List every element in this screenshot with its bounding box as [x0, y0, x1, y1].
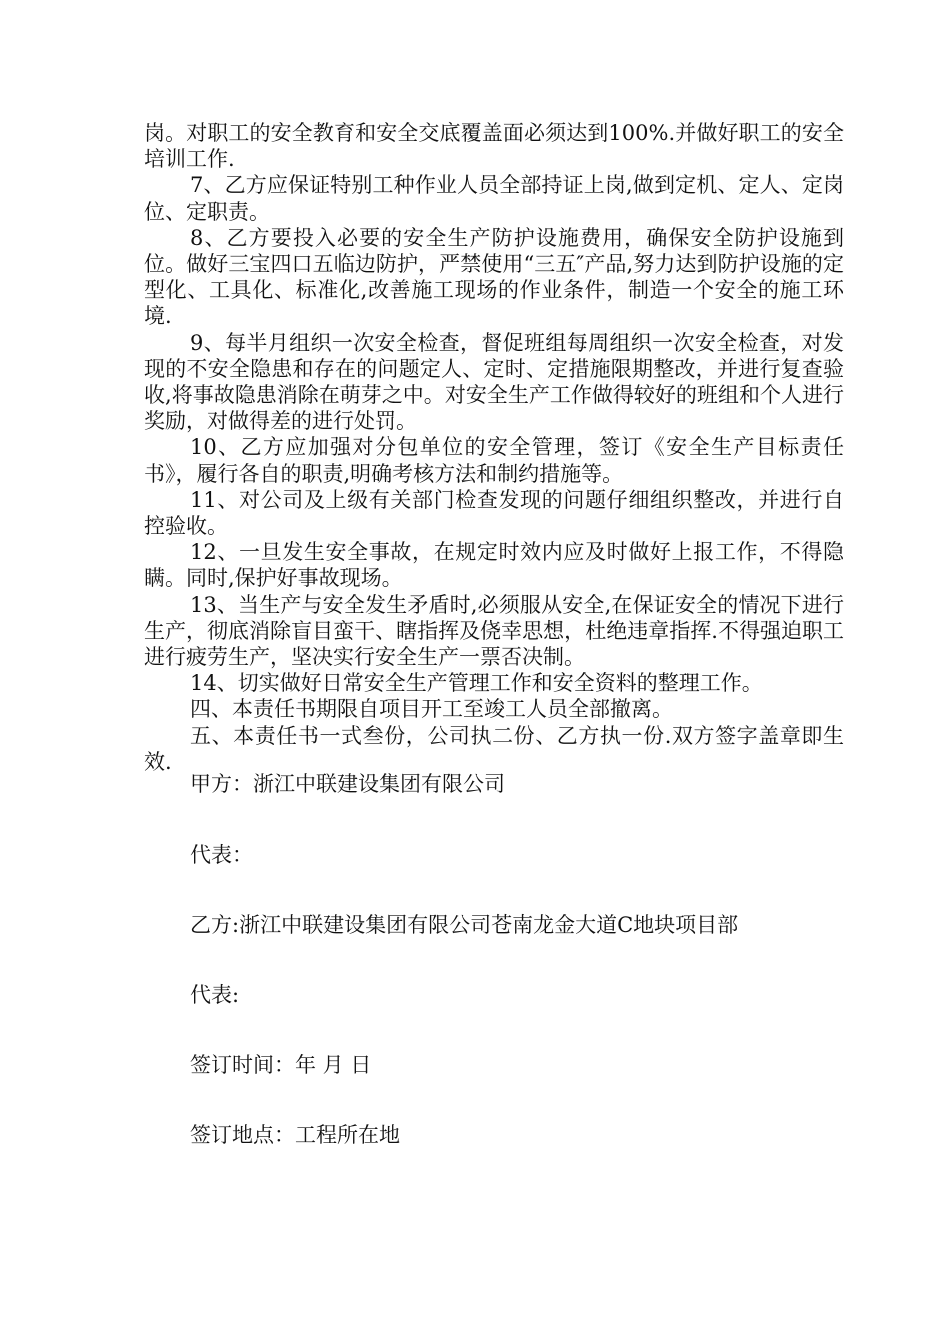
- party-a-representative: 代表：: [190, 843, 253, 867]
- paragraph-continuation: 岗。对职工的安全教育和安全交底覆盖面必须达到100%.并做好职工的安全培训工作.: [144, 121, 844, 172]
- clause-12: 12、一旦发生安全事故，在规定时效内应及时做好上报工作，不得隐瞒。同时,保护好事故现场。: [144, 540, 844, 591]
- clause-11: 11、对公司及上级有关部门检查发现的问题仔细组织整改，并进行自控验收。: [144, 487, 844, 539]
- section-5: 五、本责任书一式叁份，公司执二份、乙方执一份.双方签字盖章即生效.: [144, 723, 844, 774]
- signing-date: 签订时间：年 月 日: [190, 1053, 372, 1077]
- clause-10: 10、乙方应加强对分包单位的安全管理，签订《安全生产目标责任书》，履行各自的职责,明确考核方法和制约措施等。: [144, 435, 844, 486]
- signing-place: 签订地点：工程所在地: [190, 1123, 400, 1147]
- party-b-representative: 代表:: [190, 983, 240, 1007]
- clause-7: 7、乙方应保证特别工种作业人员全部持证上岗,做到定机、定人、定岗位、定职责。: [144, 173, 844, 224]
- document-body: [144, 120, 844, 775]
- party-a-line: 甲方：浙江中联建设集团有限公司: [190, 772, 505, 796]
- clause-9: 9、每半月组织一次安全检查，督促班组每周组织一次安全检查，对发现的不安全隐患和存在的问题定人、定时、定措施限期整改，并进行复查验收,将事故隐患消除在萌芽之中。对安全生产工作做得较好的班组和个人进行奖励，对做得差的进行处罚。: [144, 330, 844, 434]
- section-4: 四、本责任书期限自项目开工至竣工人员全部撤离。: [190, 697, 673, 722]
- clause-14: 14、切实做好日常安全生产管理工作和安全资料的整理工作。: [190, 671, 763, 696]
- clause-8: 8、乙方要投入必要的安全生产防护设施费用，确保安全防护设施到位。做好三宝四口五临边防护，严禁使用“三五″产品,努力达到防护设施的定型化、工具化、标准化,改善施工现场的作业条件，制造一个安全的施工环境.: [144, 225, 844, 329]
- party-b-line: 乙方:浙江中联建设集团有限公司苍南龙金大道C地块项目部: [190, 913, 739, 937]
- clause-13: 13、当生产与安全发生矛盾时,必须服从安全,在保证安全的情况下进行生产，彻底消除盲目蛮干、瞎指挥及侥幸思想，杜绝违章指挥.不得强迫职工进行疲劳生产，坚决实行安全生产一票否决制。: [144, 592, 844, 670]
